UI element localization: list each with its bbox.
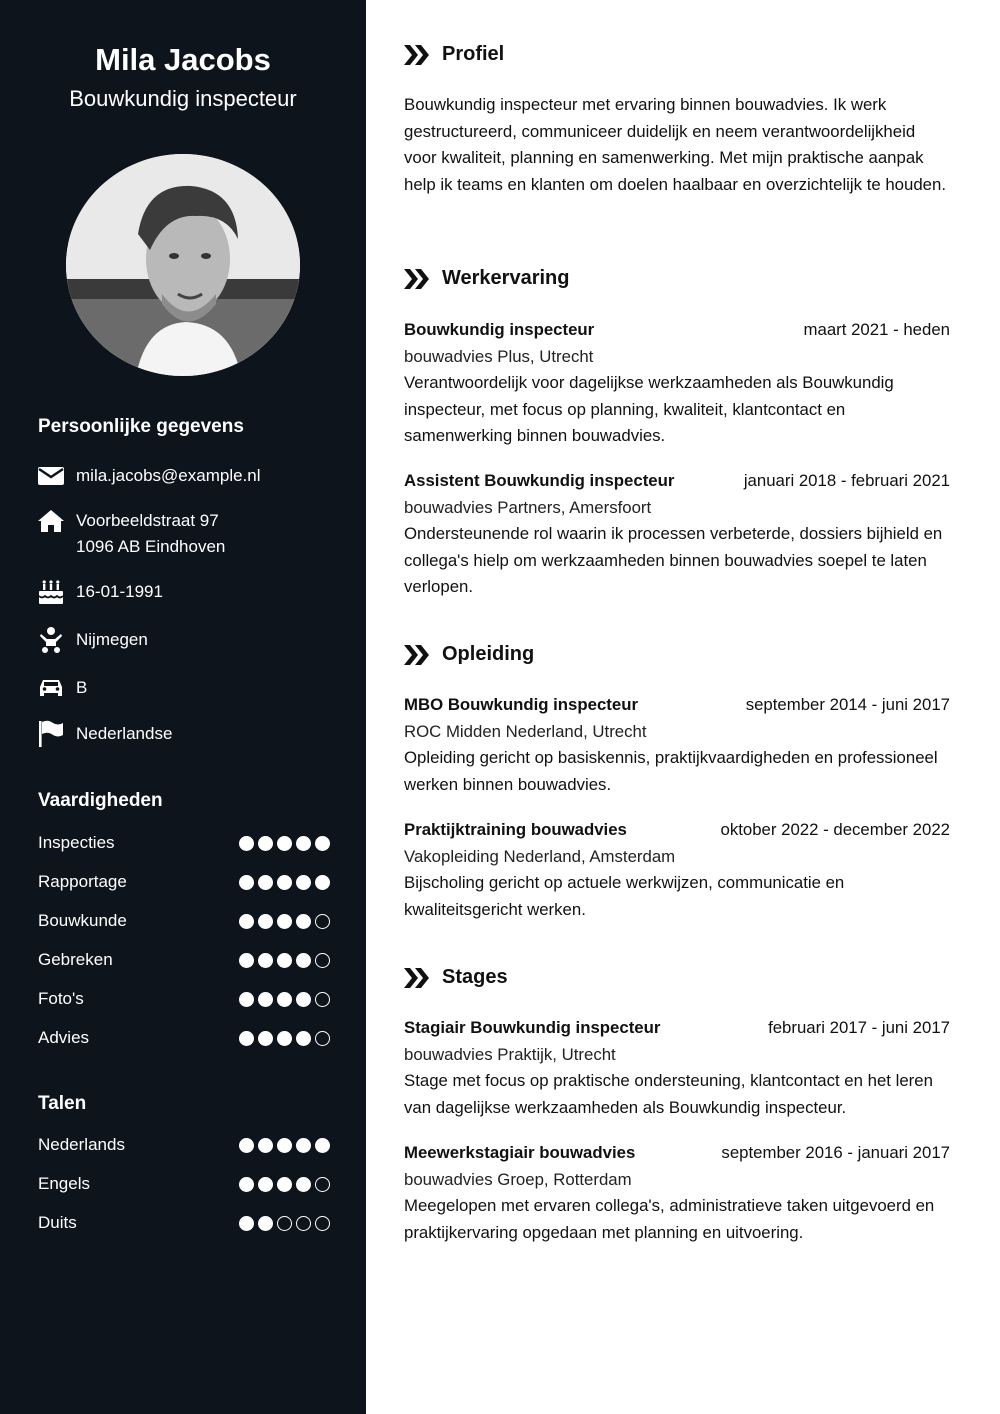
chevrons-icon [404,268,430,290]
internship-entry [404,1140,950,1246]
entry-title: Stagiair Bouwkundig inspecteur [404,1018,661,1037]
rating-dot-filled [296,1031,311,1046]
envelope-icon [38,463,64,489]
person-name: Mila Jacobs [95,42,271,77]
entry-description: Opleiding gericht op basiskennis, praktijkvaardigheden en professioneel werken binnen bouwadvies. [404,748,938,794]
rating-dot-filled [239,1216,254,1231]
entry-organization: bouwadvies Plus, Utrecht [404,346,594,366]
address-row [38,508,225,560]
rating-dot-filled [258,914,273,929]
education-heading-text: Opleiding [442,643,535,665]
profile-heading-text: Profiel [442,43,505,65]
profile-photo [66,154,300,376]
rating-dot-filled [258,836,273,851]
education-entry [404,692,950,798]
job-title: Bouwkundig inspecteur [69,86,297,111]
flag-icon [38,721,64,747]
rating-dot-empty [315,992,330,1007]
rating-dot-filled [239,875,254,890]
entry-period: januari 2018 - februari 2021 [743,471,950,490]
internships-heading-text: Stages [442,966,508,988]
internships-heading [404,966,508,989]
language-row-label: Nederlands [38,1135,125,1154]
rating-dot-filled [296,875,311,890]
entry-period: februari 2017 - juni 2017 [768,1018,950,1037]
rating-dot-filled [258,992,273,1007]
rating-dot-filled [258,1177,273,1192]
entry-organization: bouwadvies Groep, Rotterdam [404,1169,632,1189]
chevrons-icon [404,644,430,666]
rating-dot-filled [239,914,254,929]
education-entry [404,817,950,923]
house-icon [38,508,64,534]
entry-description: Bijscholing gericht op actuele werkwijzen, communicatie en kwaliteitsgericht werken. [404,873,845,919]
personal-details-heading: Persoonlijke gegevens [38,416,244,437]
skill-row [38,986,330,1012]
rating-dots [239,1138,330,1153]
rating-dot-filled [277,914,292,929]
rating-dots [239,953,330,968]
chevrons-icon [404,967,430,989]
language-row-label: Engels [38,1174,90,1193]
rating-dot-filled [239,992,254,1007]
entry-organization: bouwadvies Praktijk, Utrecht [404,1044,616,1064]
rating-dot-empty [315,1177,330,1192]
entry-organization: Vakopleiding Nederland, Amsterdam [404,846,676,866]
experience-entry [404,468,950,601]
rating-dot-filled [277,1138,292,1153]
rating-dot-filled [277,875,292,890]
cake-icon [38,579,64,605]
skill-row [38,1025,330,1051]
internship-entry [404,1015,950,1121]
rating-dot-filled [239,1031,254,1046]
rating-dots [239,992,330,1007]
skill-row [38,947,330,973]
rating-dot-filled [277,953,292,968]
skills-heading: Vaardigheden [38,790,163,811]
skill-row-label: Bouwkunde [38,911,127,930]
entry-description: Stage met focus op praktische ondersteuning, klantcontact en het leren van dagelijkse werkzaamheden als Bouwkundig inspecteur. [404,1071,933,1117]
rating-dots [239,1177,330,1192]
experience-heading [404,267,569,290]
skill-row [38,908,330,934]
skill-row-label: Advies [38,1028,90,1047]
rating-dot-filled [277,836,292,851]
email-row [38,463,261,489]
rating-dot-filled [258,953,273,968]
entry-period: september 2014 - juni 2017 [745,695,950,714]
entry-period: maart 2021 - heden [803,320,950,339]
nationality-text: Nederlandse [76,724,173,743]
rating-dot-filled [296,1177,311,1192]
rating-dot-filled [296,914,311,929]
education-heading [404,643,534,666]
rating-dots [239,914,330,929]
language-row [38,1210,330,1236]
rating-dot-empty [296,1216,311,1231]
languages-heading: Talen [38,1093,87,1114]
entry-description: Verantwoordelijk voor dagelijkse werkzaamheden als Bouwkundig inspecteur, met focus op planning, kwaliteit, klantcontact en samenwerking binnen bouwadvies. [404,373,894,445]
profile-text: Bouwkundig inspecteur met ervaring binnen bouwadvies. Ik werk gestructureerd, communiceer duidelijk en neem verantwoordelijkheid voor kwaliteit, planning en samenwerking. Met mijn praktische aanpak help ik teams en klanten om doelen haalbaar en overzichtelijk te houden. [404,95,947,194]
skill-row [38,830,330,856]
entry-period: september 2016 - januari 2017 [721,1143,950,1162]
rating-dot-filled [315,836,330,851]
entry-organization: ROC Midden Nederland, Utrecht [404,721,647,741]
rating-dots [239,875,330,890]
experience-heading-text: Werkervaring [442,267,570,289]
rating-dot-filled [239,953,254,968]
rating-dot-empty [277,1216,292,1231]
rating-dot-filled [277,1031,292,1046]
email-text: mila.jacobs@example.nl [76,466,261,485]
birthdate-text: 16-01-1991 [76,582,163,601]
rating-dot-filled [239,1138,254,1153]
rating-dot-empty [315,953,330,968]
rating-dot-filled [277,1177,292,1192]
entry-title: Praktijktraining bouwadvies [404,820,627,839]
rating-dot-filled [315,875,330,890]
chevrons-icon [404,44,430,66]
nationality-row [38,721,172,747]
experience-entry [404,317,950,450]
rating-dot-filled [258,875,273,890]
car-icon [38,675,64,701]
license-row [38,675,87,701]
address-line-1: Voorbeeldstraat 97 [76,511,219,530]
baby-icon [38,627,64,653]
rating-dot-filled [277,992,292,1007]
address-line-2: 1096 AB Eindhoven [76,537,226,556]
rating-dot-filled [239,836,254,851]
entry-title: Meewerkstagiair bouwadvies [404,1143,636,1162]
entry-title: MBO Bouwkundig inspecteur [404,695,639,714]
skill-row-label: Gebreken [38,950,113,969]
skill-row-label: Foto's [38,989,84,1008]
rating-dot-filled [258,1138,273,1153]
entry-title: Assistent Bouwkundig inspecteur [404,471,675,490]
skill-row-label: Inspecties [38,833,115,852]
rating-dot-empty [315,1031,330,1046]
birthdate-row [38,579,163,605]
rating-dot-filled [239,1177,254,1192]
rating-dots [239,1031,330,1046]
rating-dot-filled [296,836,311,851]
skill-row-label: Rapportage [38,872,127,891]
rating-dot-filled [258,1216,273,1231]
entry-title: Bouwkundig inspecteur [404,320,595,339]
birthplace-row [38,627,148,653]
entry-description: Meegelopen met ervaren collega's, administratieve taken uitgevoerd en praktijkervaring opgedaan met planning en uitvoering. [404,1196,935,1242]
language-row [38,1132,330,1158]
language-row [38,1171,330,1197]
entry-organization: bouwadvies Partners, Amersfoort [404,497,652,517]
language-row-label: Duits [38,1213,77,1232]
rating-dots [239,1216,330,1231]
rating-dots [239,836,330,851]
rating-dot-filled [296,992,311,1007]
skill-row [38,869,330,895]
rating-dot-filled [315,1138,330,1153]
entry-description: Ondersteunende rol waarin ik processen verbeterde, dossiers bijhield en collega's hielp om werkzaamheden binnen bouwadvies soepel te laten verlopen. [404,524,943,596]
license-text: B [76,678,88,697]
sidebar [0,0,366,1414]
birthplace-text: Nijmegen [76,630,148,649]
rating-dot-filled [296,1138,311,1153]
rating-dot-empty [315,1216,330,1231]
rating-dot-filled [296,953,311,968]
rating-dot-filled [258,1031,273,1046]
rating-dot-empty [315,914,330,929]
entry-period: oktober 2022 - december 2022 [720,820,950,839]
profile-heading [404,43,504,66]
